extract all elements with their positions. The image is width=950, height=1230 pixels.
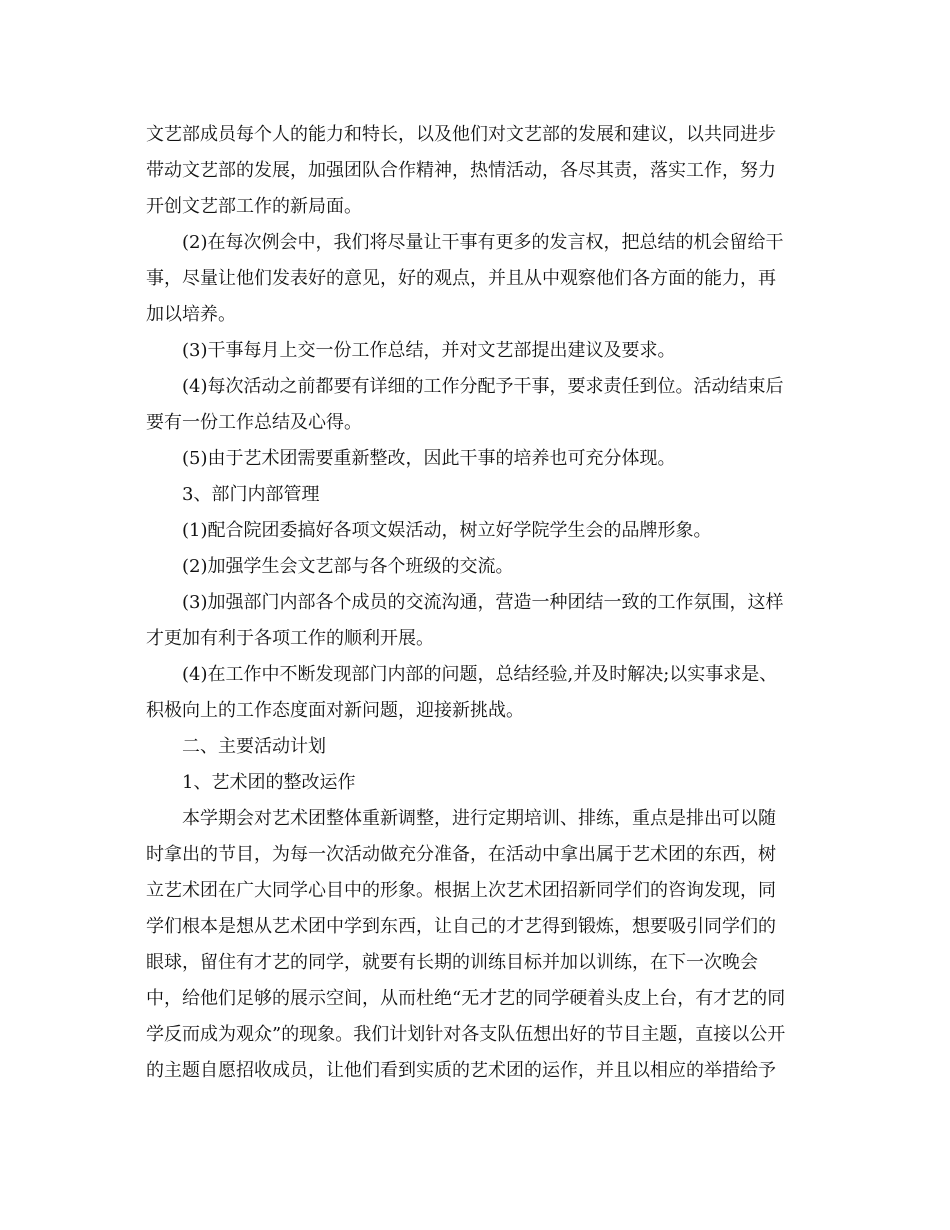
text-line: 二、主要活动计划 xyxy=(182,736,326,757)
text-line: 眼球，留住有才艺的同学，就要有长期的训练目标并加以训练，在下一次晚会 xyxy=(146,952,758,973)
text-line: 学们根本是想从艺术团中学到东西，让自己的才艺得到锻炼，想要吸引同学们的 xyxy=(146,916,776,937)
text-line: 要有一份工作总结及心得。 xyxy=(146,412,362,433)
text-line: (3)干事每月上交一份工作总结，并对文艺部提出建议及要求。 xyxy=(182,340,676,361)
text-line: 中，给他们足够的展示空间，从而杜绝“无才艺的同学硬着头皮上台，有才艺的同 xyxy=(146,988,786,1009)
text-line: (1)配合院团委搞好各项文娱活动，树立好学院学生会的品牌形象。 xyxy=(182,520,712,541)
text-line: 时拿出的节目，为每一次活动做充分准备，在活动中拿出属于艺术团的东西，树 xyxy=(146,844,776,865)
text-line: 立艺术团在广大同学心目中的形象。根据上次艺术团招新同学们的咨询发现，同 xyxy=(146,880,776,901)
text-line: (5)由于艺术团需要重新整改，因此干事的培养也可充分体现。 xyxy=(182,448,676,469)
text-line: (2)加强学生会文艺部与各个班级的交流。 xyxy=(182,556,514,577)
text-line: 事，尽量让他们发表好的意见，好的观点，并且从中观察他们各方面的能力，再 xyxy=(146,268,776,289)
text-line: 积极向上的工作态度面对新问题，迎接新挑战。 xyxy=(146,700,524,721)
text-line: 才更加有利于各项工作的顺利开展。 xyxy=(146,628,434,649)
document-body xyxy=(146,117,810,1089)
text-line: (4)每次活动之前都要有详细的工作分配予干事，要求责任到位。活动结束后 xyxy=(182,376,784,397)
text-line: (2)在每次例会中，我们将尽量让干事有更多的发言权，把总结的机会留给干 xyxy=(182,232,784,253)
text-line: 文艺部成员每个人的能力和特长，以及他们对文艺部的发展和建议，以共同进步 xyxy=(146,124,776,145)
text-line: 加以培养。 xyxy=(146,304,236,325)
text-line: (4)在工作中不断发现部门内部的问题，总结经验,并及时解决;以实事求是、 xyxy=(182,664,778,685)
text-line: 本学期会对艺术团整体重新调整，进行定期培训、排练，重点是排出可以随 xyxy=(182,808,776,829)
text-line: 开创文艺部工作的新局面。 xyxy=(146,196,362,217)
text-line: 1、艺术团的整改运作 xyxy=(182,772,356,793)
text-line: 带动文艺部的发展，加强团队合作精神，热情活动，各尽其责，落实工作，努力 xyxy=(146,160,776,181)
text-line: (3)加强部门内部各个成员的交流沟通，营造一种团结一致的工作氛围，这样 xyxy=(182,592,784,613)
text-line: 学反而成为观众”的现象。我们计划针对各支队伍想出好的节目主题，直接以公开 xyxy=(146,1024,786,1045)
text-line: 的主题自愿招收成员，让他们看到实质的艺术团的运作，并且以相应的举措给予 xyxy=(146,1060,776,1081)
text-line: 3、部门内部管理 xyxy=(182,484,320,505)
